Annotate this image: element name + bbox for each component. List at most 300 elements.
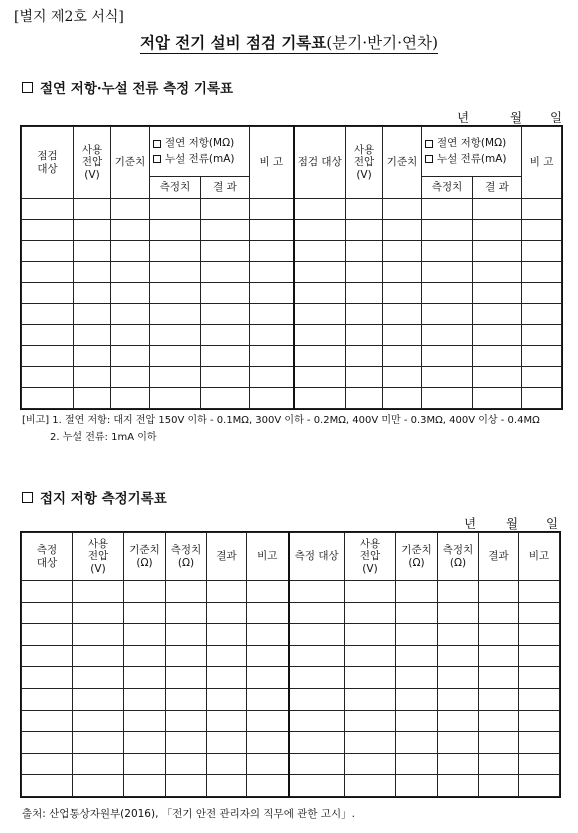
grounding-entry-cell[interactable] <box>73 624 124 646</box>
grounding-entry-cell[interactable] <box>438 775 479 797</box>
grounding-entry-cell[interactable] <box>519 581 560 603</box>
insulation-table-row <box>22 241 562 262</box>
grounding-entry-cell[interactable] <box>479 602 519 624</box>
grounding-entry-cell[interactable] <box>519 775 560 797</box>
insulation-entry-cell[interactable] <box>346 262 383 283</box>
header-measured: 측정치 <box>150 177 201 199</box>
insulation-entry-cell[interactable] <box>383 346 422 367</box>
grounding-entry-cell[interactable] <box>438 710 479 732</box>
insulation-entry-cell[interactable] <box>346 388 383 409</box>
grounding-entry-cell[interactable] <box>396 753 438 775</box>
insulation-entry-cell[interactable] <box>74 220 111 241</box>
insulation-entry-cell[interactable] <box>383 325 422 346</box>
insulation-entry-cell[interactable] <box>422 262 473 283</box>
insulation-entry-cell[interactable] <box>150 388 201 409</box>
insulation-entry-cell[interactable] <box>201 367 250 388</box>
date-day-label-2: 일 <box>546 516 559 531</box>
grounding-entry-cell[interactable] <box>207 688 247 710</box>
insulation-entry-cell[interactable] <box>346 220 383 241</box>
grounding-entry-cell[interactable] <box>438 581 479 603</box>
insulation-entry-cell[interactable] <box>473 325 522 346</box>
insulation-entry-cell[interactable] <box>383 304 422 325</box>
insulation-entry-cell[interactable] <box>22 388 74 409</box>
insulation-entry-cell[interactable] <box>201 325 250 346</box>
grounding-entry-cell[interactable] <box>479 688 519 710</box>
header-standard-right: 기준치 <box>383 127 422 199</box>
insulation-entry-cell[interactable] <box>522 262 562 283</box>
grounding-entry-cell[interactable] <box>207 775 247 797</box>
insulation-entry-cell[interactable] <box>74 325 111 346</box>
grounding-entry-cell[interactable] <box>396 624 438 646</box>
note-line-1: [비고] 1. 절연 저항: 대지 전압 150V 이하 - 0.1MΩ, 300V 이하 - 0.2MΩ, 400V 미만 - 0.3MΩ, 400V 이상 - 0.4MΩ <box>22 415 540 426</box>
insulation-entry-cell[interactable] <box>250 220 294 241</box>
insulation-entry-cell[interactable] <box>150 325 201 346</box>
insulation-entry-cell[interactable] <box>473 220 522 241</box>
insulation-entry-cell[interactable] <box>522 241 562 262</box>
insulation-entry-cell[interactable] <box>250 367 294 388</box>
insulation-entry-cell[interactable] <box>22 199 74 220</box>
insulation-entry-cell[interactable] <box>473 388 522 409</box>
insulation-entry-cell[interactable] <box>294 304 346 325</box>
grounding-entry-cell[interactable] <box>289 710 345 732</box>
checkbox-square-icon <box>22 82 33 93</box>
grounding-entry-cell[interactable] <box>396 667 438 689</box>
insulation-entry-cell[interactable] <box>150 283 201 304</box>
insulation-entry-cell[interactable] <box>150 199 201 220</box>
grounding-table-row <box>22 710 560 732</box>
checkbox-square-icon <box>22 492 33 503</box>
grounding-entry-cell[interactable] <box>479 667 519 689</box>
grounding-table-row <box>22 667 560 689</box>
grounding-table-row <box>22 775 560 797</box>
insulation-entry-cell[interactable] <box>522 367 562 388</box>
insulation-entry-cell[interactable] <box>22 325 74 346</box>
grounding-table-row <box>22 581 560 603</box>
form-label: [별지 제2호 서식] <box>14 9 124 25</box>
grounding-entry-cell[interactable] <box>22 688 73 710</box>
insulation-entry-cell[interactable] <box>473 241 522 262</box>
checkbox-leakage-current-right[interactable]: 누설 전류(mA) <box>422 153 521 166</box>
insulation-entry-cell[interactable] <box>422 199 473 220</box>
grounding-entry-cell[interactable] <box>22 581 73 603</box>
insulation-entry-cell[interactable] <box>294 325 346 346</box>
insulation-entry-cell[interactable] <box>422 241 473 262</box>
grounding-entry-cell[interactable] <box>289 645 345 667</box>
grounding-entry-cell[interactable] <box>438 753 479 775</box>
insulation-entry-cell[interactable] <box>294 388 346 409</box>
g-header-standard: 기준치 (Ω) <box>124 533 166 581</box>
grounding-entry-cell[interactable] <box>73 753 124 775</box>
grounding-entry-cell[interactable] <box>124 688 166 710</box>
g-header-voltage-right: 사용 전압 (V) <box>345 533 396 581</box>
grounding-entry-cell[interactable] <box>207 581 247 603</box>
insulation-entry-cell[interactable] <box>383 199 422 220</box>
insulation-entry-cell[interactable] <box>250 304 294 325</box>
insulation-entry-cell[interactable] <box>74 283 111 304</box>
grounding-entry-cell[interactable] <box>396 688 438 710</box>
insulation-entry-cell[interactable] <box>111 220 150 241</box>
insulation-entry-cell[interactable] <box>422 388 473 409</box>
insulation-entry-cell[interactable] <box>22 283 74 304</box>
g-header-remark-right: 비고 <box>519 533 560 581</box>
insulation-entry-cell[interactable] <box>111 346 150 367</box>
grounding-entry-cell[interactable] <box>396 602 438 624</box>
insulation-entry-cell[interactable] <box>346 304 383 325</box>
grounding-entry-cell[interactable] <box>166 624 207 646</box>
grounding-table-row <box>22 645 560 667</box>
insulation-entry-cell[interactable] <box>422 325 473 346</box>
insulation-entry-cell[interactable] <box>422 304 473 325</box>
grounding-entry-cell[interactable] <box>247 732 289 754</box>
grounding-entry-cell[interactable] <box>438 624 479 646</box>
grounding-entry-cell[interactable] <box>22 602 73 624</box>
grounding-entry-cell[interactable] <box>166 732 207 754</box>
grounding-table-row <box>22 602 560 624</box>
grounding-entry-cell[interactable] <box>438 602 479 624</box>
g-header-target-right: 측정 대상 <box>289 533 345 581</box>
grounding-entry-cell[interactable] <box>73 732 124 754</box>
grounding-entry-cell[interactable] <box>22 624 73 646</box>
insulation-entry-cell[interactable] <box>383 241 422 262</box>
g-header-remark: 비고 <box>247 533 289 581</box>
insulation-entry-cell[interactable] <box>74 346 111 367</box>
insulation-entry-cell[interactable] <box>522 388 562 409</box>
insulation-entry-cell[interactable] <box>294 220 346 241</box>
grounding-table-row <box>22 732 560 754</box>
grounding-entry-cell[interactable] <box>345 710 396 732</box>
insulation-table-row <box>22 346 562 367</box>
grounding-entry-cell[interactable] <box>396 645 438 667</box>
grounding-entry-cell[interactable] <box>289 581 345 603</box>
grounding-entry-cell[interactable] <box>519 710 560 732</box>
insulation-entry-cell[interactable] <box>201 220 250 241</box>
insulation-entry-cell[interactable] <box>346 346 383 367</box>
grounding-entry-cell[interactable] <box>345 732 396 754</box>
grounding-entry-cell[interactable] <box>479 645 519 667</box>
grounding-entry-cell[interactable] <box>166 645 207 667</box>
insulation-entry-cell[interactable] <box>473 367 522 388</box>
insulation-entry-cell[interactable] <box>22 262 74 283</box>
insulation-entry-cell[interactable] <box>294 346 346 367</box>
grounding-entry-cell[interactable] <box>22 732 73 754</box>
insulation-entry-cell[interactable] <box>383 367 422 388</box>
insulation-entry-cell[interactable] <box>22 241 74 262</box>
insulation-entry-cell[interactable] <box>473 199 522 220</box>
grounding-entry-cell[interactable] <box>124 775 166 797</box>
insulation-entry-cell[interactable] <box>74 304 111 325</box>
insulation-entry-cell[interactable] <box>111 325 150 346</box>
grounding-entry-cell[interactable] <box>73 710 124 732</box>
insulation-entry-cell[interactable] <box>111 367 150 388</box>
grounding-entry-cell[interactable] <box>124 732 166 754</box>
grounding-entry-cell[interactable] <box>124 624 166 646</box>
grounding-entry-cell[interactable] <box>22 753 73 775</box>
grounding-entry-cell[interactable] <box>345 667 396 689</box>
insulation-entry-cell[interactable] <box>201 346 250 367</box>
insulation-entry-cell[interactable] <box>294 199 346 220</box>
insulation-entry-cell[interactable] <box>294 283 346 304</box>
insulation-entry-cell[interactable] <box>383 283 422 304</box>
insulation-entry-cell[interactable] <box>422 346 473 367</box>
grounding-entry-cell[interactable] <box>438 667 479 689</box>
date-day-label: 일 <box>550 110 563 125</box>
title-main: 저압 전기 설비 점검 기록표 <box>139 33 327 52</box>
grounding-entry-cell[interactable] <box>166 667 207 689</box>
insulation-table-row <box>22 220 562 241</box>
insulation-entry-cell[interactable] <box>150 304 201 325</box>
insulation-entry-cell[interactable] <box>522 283 562 304</box>
grounding-entry-cell[interactable] <box>247 602 289 624</box>
insulation-entry-cell[interactable] <box>250 199 294 220</box>
insulation-entry-cell[interactable] <box>22 220 74 241</box>
grounding-entry-cell[interactable] <box>396 732 438 754</box>
grounding-entry-cell[interactable] <box>247 688 289 710</box>
grounding-entry-cell[interactable] <box>22 710 73 732</box>
grounding-entry-cell[interactable] <box>289 732 345 754</box>
insulation-entry-cell[interactable] <box>201 388 250 409</box>
grounding-entry-cell[interactable] <box>438 732 479 754</box>
grounding-entry-cell[interactable] <box>396 775 438 797</box>
grounding-entry-cell[interactable] <box>289 775 345 797</box>
grounding-entry-cell[interactable] <box>345 753 396 775</box>
header-result: 결 과 <box>201 177 250 199</box>
insulation-entry-cell[interactable] <box>111 283 150 304</box>
grounding-entry-cell[interactable] <box>247 775 289 797</box>
insulation-entry-cell[interactable] <box>250 241 294 262</box>
grounding-entry-cell[interactable] <box>519 688 560 710</box>
insulation-entry-cell[interactable] <box>201 304 250 325</box>
grounding-entry-cell[interactable] <box>289 624 345 646</box>
grounding-entry-cell[interactable] <box>345 688 396 710</box>
grounding-entry-cell[interactable] <box>247 581 289 603</box>
grounding-entry-cell[interactable] <box>73 602 124 624</box>
insulation-entry-cell[interactable] <box>422 367 473 388</box>
grounding-entry-cell[interactable] <box>124 667 166 689</box>
grounding-entry-cell[interactable] <box>166 581 207 603</box>
grounding-entry-cell[interactable] <box>345 775 396 797</box>
insulation-entry-cell[interactable] <box>111 241 150 262</box>
insulation-entry-cell[interactable] <box>150 241 201 262</box>
grounding-entry-cell[interactable] <box>519 753 560 775</box>
grounding-entry-cell[interactable] <box>519 602 560 624</box>
insulation-entry-cell[interactable] <box>522 325 562 346</box>
insulation-entry-cell[interactable] <box>346 367 383 388</box>
grounding-entry-cell[interactable] <box>479 732 519 754</box>
checkbox-leakage-current[interactable]: 누설 전류(mA) <box>150 153 249 166</box>
insulation-entry-cell[interactable] <box>201 241 250 262</box>
grounding-entry-cell[interactable] <box>166 775 207 797</box>
date-month-label: 월 <box>510 110 523 125</box>
insulation-entry-cell[interactable] <box>150 346 201 367</box>
insulation-entry-cell[interactable] <box>346 325 383 346</box>
grounding-entry-cell[interactable] <box>289 753 345 775</box>
g-header-result-right: 결과 <box>479 533 519 581</box>
grounding-entry-cell[interactable] <box>519 624 560 646</box>
insulation-entry-cell[interactable] <box>201 283 250 304</box>
insulation-entry-cell[interactable] <box>111 304 150 325</box>
g-header-result: 결과 <box>207 533 247 581</box>
insulation-entry-cell[interactable] <box>473 346 522 367</box>
grounding-entry-cell[interactable] <box>396 710 438 732</box>
note-line-2: 2. 누설 전류: 1mA 이하 <box>50 432 157 443</box>
insulation-table-row <box>22 304 562 325</box>
checkbox-insulation-resistance[interactable]: 절연 저항(MΩ) <box>150 137 249 150</box>
grounding-entry-cell[interactable] <box>438 645 479 667</box>
insulation-entry-cell[interactable] <box>201 199 250 220</box>
grounding-entry-cell[interactable] <box>247 645 289 667</box>
grounding-table-row <box>22 624 560 646</box>
grounding-entry-cell[interactable] <box>207 710 247 732</box>
grounding-entry-cell[interactable] <box>73 645 124 667</box>
date-year-label-2: 년 <box>464 516 477 531</box>
grounding-entry-cell[interactable] <box>479 581 519 603</box>
insulation-entry-cell[interactable] <box>74 388 111 409</box>
insulation-entry-cell[interactable] <box>201 262 250 283</box>
date-year-label: 년 <box>457 110 470 125</box>
grounding-entry-cell[interactable] <box>479 753 519 775</box>
source-citation: 출처: 산업통상자원부(2016), 「전기 안전 관리자의 직무에 관한 고시」. <box>22 808 355 820</box>
insulation-entry-cell[interactable] <box>111 199 150 220</box>
insulation-entry-cell[interactable] <box>294 262 346 283</box>
insulation-table-row <box>22 388 562 409</box>
insulation-entry-cell[interactable] <box>522 220 562 241</box>
insulation-entry-cell[interactable] <box>250 262 294 283</box>
grounding-entry-cell[interactable] <box>247 624 289 646</box>
grounding-entry-cell[interactable] <box>207 753 247 775</box>
insulation-table-row <box>22 325 562 346</box>
insulation-entry-cell[interactable] <box>383 262 422 283</box>
grounding-entry-cell[interactable] <box>247 753 289 775</box>
grounding-entry-cell[interactable] <box>289 688 345 710</box>
grounding-entry-cell[interactable] <box>124 581 166 603</box>
grounding-entry-cell[interactable] <box>166 602 207 624</box>
grounding-table-row <box>22 688 560 710</box>
grounding-entry-cell[interactable] <box>438 688 479 710</box>
grounding-entry-cell[interactable] <box>479 710 519 732</box>
insulation-record-table <box>21 126 562 409</box>
insulation-entry-cell[interactable] <box>346 283 383 304</box>
insulation-entry-cell[interactable] <box>22 304 74 325</box>
insulation-entry-cell[interactable] <box>111 388 150 409</box>
grounding-entry-cell[interactable] <box>519 667 560 689</box>
g-header-measured: 측정치 (Ω) <box>166 533 207 581</box>
insulation-entry-cell[interactable] <box>150 367 201 388</box>
header-measurement-type <box>150 127 250 177</box>
insulation-entry-cell[interactable] <box>22 346 74 367</box>
insulation-entry-cell[interactable] <box>74 367 111 388</box>
grounding-entry-cell[interactable] <box>22 645 73 667</box>
grounding-entry-cell[interactable] <box>207 732 247 754</box>
grounding-entry-cell[interactable] <box>289 667 345 689</box>
insulation-entry-cell[interactable] <box>294 367 346 388</box>
insulation-entry-cell[interactable] <box>522 346 562 367</box>
g-header-standard-right: 기준치 (Ω) <box>396 533 438 581</box>
grounding-entry-cell[interactable] <box>207 602 247 624</box>
header-result-right: 결 과 <box>473 177 522 199</box>
section2-heading <box>22 487 167 507</box>
grounding-entry-cell[interactable] <box>289 602 345 624</box>
header-voltage: 사용 전압 (V) <box>74 127 111 199</box>
insulation-entry-cell[interactable] <box>74 199 111 220</box>
grounding-entry-cell[interactable] <box>396 581 438 603</box>
grounding-entry-cell[interactable] <box>479 775 519 797</box>
insulation-entry-cell[interactable] <box>473 262 522 283</box>
section1-heading <box>22 77 233 97</box>
grounding-entry-cell[interactable] <box>345 602 396 624</box>
grounding-entry-cell[interactable] <box>345 581 396 603</box>
grounding-entry-cell[interactable] <box>124 645 166 667</box>
grounding-entry-cell[interactable] <box>22 667 73 689</box>
checkbox-insulation-resistance-right[interactable]: 절연 저항(MΩ) <box>422 137 521 150</box>
grounding-table-row <box>22 753 560 775</box>
insulation-entry-cell[interactable] <box>422 220 473 241</box>
insulation-entry-cell[interactable] <box>250 388 294 409</box>
insulation-entry-cell[interactable] <box>111 262 150 283</box>
insulation-entry-cell[interactable] <box>522 199 562 220</box>
insulation-table-row <box>22 199 562 220</box>
grounding-entry-cell[interactable] <box>124 710 166 732</box>
grounding-entry-cell[interactable] <box>73 667 124 689</box>
grounding-entry-cell[interactable] <box>207 624 247 646</box>
grounding-entry-cell[interactable] <box>479 624 519 646</box>
title-suffix: (분기·반기·연차) <box>326 34 439 52</box>
grounding-entry-cell[interactable] <box>166 753 207 775</box>
grounding-entry-cell[interactable] <box>166 710 207 732</box>
insulation-table-row <box>22 283 562 304</box>
grounding-entry-cell[interactable] <box>124 602 166 624</box>
g-header-target: 측정 대상 <box>22 533 73 581</box>
grounding-entry-cell[interactable] <box>345 645 396 667</box>
insulation-entry-cell[interactable] <box>383 388 422 409</box>
insulation-entry-cell[interactable] <box>150 220 201 241</box>
insulation-entry-cell[interactable] <box>74 241 111 262</box>
insulation-entry-cell[interactable] <box>150 262 201 283</box>
grounding-entry-cell[interactable] <box>207 645 247 667</box>
document-title <box>0 31 578 53</box>
insulation-entry-cell[interactable] <box>522 304 562 325</box>
grounding-entry-cell[interactable] <box>519 645 560 667</box>
grounding-entry-cell[interactable] <box>519 732 560 754</box>
insulation-entry-cell[interactable] <box>346 199 383 220</box>
insulation-entry-cell[interactable] <box>250 325 294 346</box>
grounding-entry-cell[interactable] <box>207 667 247 689</box>
header-target: 점검 대상 <box>22 127 74 199</box>
grounding-entry-cell[interactable] <box>73 775 124 797</box>
grounding-entry-cell[interactable] <box>345 624 396 646</box>
insulation-entry-cell[interactable] <box>250 346 294 367</box>
grounding-entry-cell[interactable] <box>247 710 289 732</box>
insulation-entry-cell[interactable] <box>74 262 111 283</box>
grounding-entry-cell[interactable] <box>124 753 166 775</box>
insulation-entry-cell[interactable] <box>22 367 74 388</box>
insulation-entry-cell[interactable] <box>250 283 294 304</box>
insulation-entry-cell[interactable] <box>346 241 383 262</box>
insulation-entry-cell[interactable] <box>383 220 422 241</box>
insulation-entry-cell[interactable] <box>294 241 346 262</box>
grounding-entry-cell[interactable] <box>73 688 124 710</box>
insulation-entry-cell[interactable] <box>422 283 473 304</box>
insulation-entry-cell[interactable] <box>473 304 522 325</box>
section1-title: 절연 저항·누설 전류 측정 기록표 <box>40 81 234 97</box>
g-header-measured-right: 측정치 (Ω) <box>438 533 479 581</box>
grounding-entry-cell[interactable] <box>247 667 289 689</box>
header-remark: 비 고 <box>250 127 294 199</box>
grounding-entry-cell[interactable] <box>22 775 73 797</box>
grounding-entry-cell[interactable] <box>73 581 124 603</box>
date-month-label-2: 월 <box>506 516 519 531</box>
grounding-entry-cell[interactable] <box>166 688 207 710</box>
insulation-entry-cell[interactable] <box>473 283 522 304</box>
